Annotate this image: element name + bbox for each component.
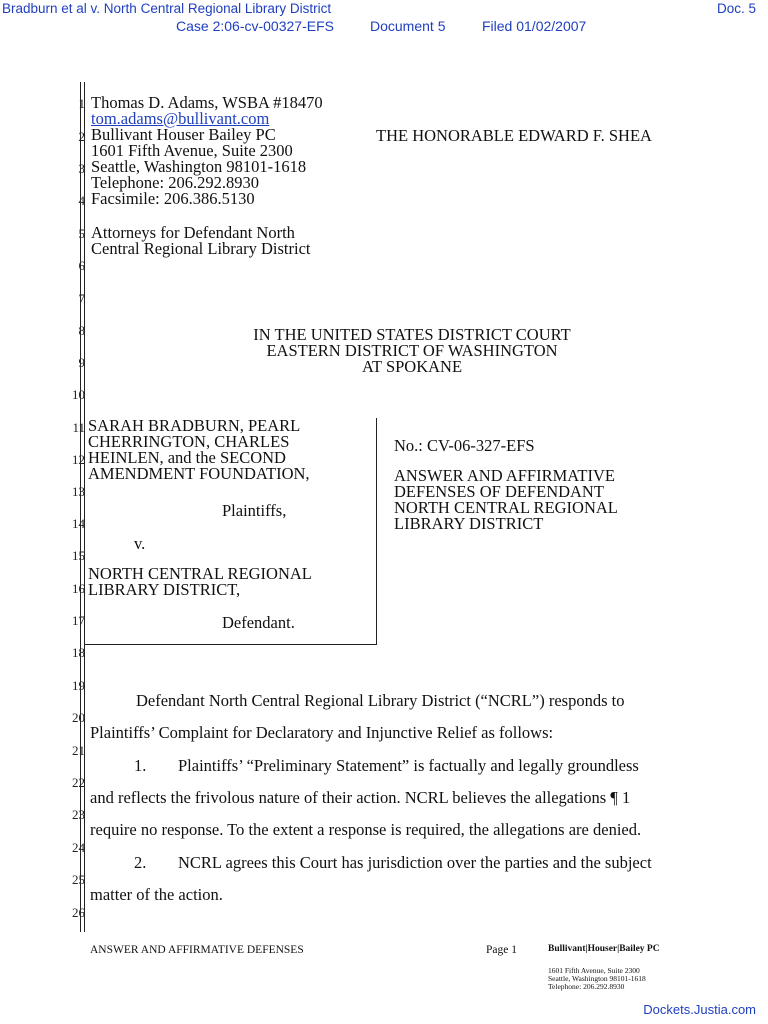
- court-line2: EASTERN DISTRICT OF WASHINGTON: [266, 341, 558, 360]
- paragraph-1-line3: require no response. To the extent a response is required, the allegations are denied.: [90, 820, 642, 839]
- paragraph-2-number: 2.: [134, 853, 147, 872]
- attorney-role-line1: Attorneys for Defendant North: [91, 223, 295, 242]
- line-number: 15: [72, 548, 85, 563]
- plaintiff-line: HEINLEN, and the SECOND: [88, 448, 286, 467]
- attorney-firm: Bullivant Houser Bailey PC: [91, 125, 276, 144]
- line-number: 7: [78, 291, 85, 306]
- caption-plaintiffs: [88, 418, 310, 482]
- plaintiffs-label: Plaintiffs,: [222, 501, 287, 520]
- line-number: 14: [72, 516, 85, 531]
- intro-line1: Defendant North Central Regional Library District (“NCRL”) responds to: [136, 691, 625, 710]
- footer-address: [548, 967, 646, 991]
- footer-firm: Bullivant|Houser|Bailey PC: [548, 944, 660, 954]
- court-line3: AT SPOKANE: [361, 357, 463, 376]
- line-number: 21: [72, 743, 85, 758]
- line-number: 11: [72, 420, 85, 435]
- line-number: 8: [78, 323, 85, 338]
- plaintiff-line: CHERRINGTON, CHARLES: [88, 432, 290, 451]
- intro-line2: Plaintiffs’ Complaint for Declaratory and Injunctive Relief as follows:: [90, 723, 554, 742]
- paragraph-2-line1: NCRL agrees this Court has jurisdiction over the parties and the subject: [178, 853, 652, 872]
- line-number: 19: [72, 678, 85, 693]
- paragraph-2-line2: matter of the action.: [90, 885, 223, 904]
- attorney-facsimile: Facsimile: 206.386.5130: [91, 189, 255, 208]
- line-number: 20: [72, 710, 85, 725]
- line-number: 23: [72, 807, 85, 822]
- line-number: 12: [72, 452, 85, 467]
- paragraph-1-line1: Plaintiffs’ “Preliminary Statement” is factually and legally groundless: [178, 756, 639, 775]
- footer-title: ANSWER AND AFFIRMATIVE DEFENSES: [90, 944, 304, 956]
- caption-divider-horizontal: [85, 644, 377, 645]
- defendant-line: LIBRARY DISTRICT,: [88, 580, 241, 599]
- court-heading: [0, 327, 768, 375]
- attorney-role-line2: Central Regional Library District: [91, 239, 311, 258]
- judge-line: THE HONORABLE EDWARD F. SHEA: [376, 126, 652, 145]
- justia-watermark-link[interactable]: Dockets.Justia.com: [643, 1002, 756, 1017]
- line-number: 9: [78, 355, 85, 370]
- line-number: 1: [78, 96, 85, 111]
- line-number: 16: [72, 581, 85, 596]
- defendant-label: Defendant.: [222, 613, 295, 632]
- stamp-case: Case 2:06-cv-00327-EFS: [176, 18, 334, 34]
- line-number: 10: [72, 387, 85, 402]
- line-number: 13: [72, 484, 85, 499]
- line-number: 2: [78, 129, 85, 144]
- line-number: 5: [78, 226, 85, 241]
- plaintiff-line: AMENDMENT FOUNDATION,: [88, 464, 310, 483]
- line-number: 3: [78, 161, 85, 176]
- attorney-role: [91, 225, 310, 257]
- document-title: [394, 468, 618, 532]
- versus: v.: [134, 534, 146, 553]
- line-number: 24: [72, 840, 85, 855]
- line-number: 4: [78, 193, 85, 208]
- attorney-block: [91, 95, 323, 207]
- line-number: 25: [72, 872, 85, 887]
- line-number: 17: [72, 613, 85, 628]
- document-title-line: DEFENSES OF DEFENDANT: [394, 482, 604, 501]
- attorney-telephone: Telephone: 206.292.8930: [91, 173, 259, 192]
- stamp-filed: Filed 01/02/2007: [482, 18, 587, 34]
- attorney-street: 1601 Fifth Avenue, Suite 2300: [91, 141, 293, 160]
- paragraph-1-line2: and reflects the frivolous nature of their action. NCRL believes the allegations ¶ 1: [90, 788, 631, 807]
- line-number: 22: [72, 775, 85, 790]
- case-number: No.: CV-06-327-EFS: [394, 436, 535, 455]
- doc-number: Doc. 5: [716, 1, 756, 16]
- paragraph-1-number: 1.: [134, 756, 147, 775]
- footer-address-line: Seattle, Washington 98101-1618: [548, 974, 646, 983]
- line-number: 18: [72, 645, 85, 660]
- court-line1: IN THE UNITED STATES DISTRICT COURT: [253, 325, 571, 344]
- plaintiff-line: SARAH BRADBURN, PEARL: [88, 416, 301, 435]
- attorney-city: Seattle, Washington 98101-1618: [91, 157, 307, 176]
- margin-rule-right: [84, 82, 85, 932]
- footer-page: Page 1: [486, 944, 517, 956]
- document-title-line: ANSWER AND AFFIRMATIVE: [394, 466, 615, 485]
- attorney-name: Thomas D. Adams, WSBA #18470: [91, 93, 323, 112]
- margin-rule-left: [80, 82, 81, 932]
- footer-telephone: Telephone: 206.292.8930: [548, 982, 625, 991]
- document-title-line: NORTH CENTRAL REGIONAL: [394, 498, 618, 517]
- caption-defendant: [88, 566, 312, 598]
- caption-divider-vertical: [376, 418, 377, 644]
- stamp-document: Document 5: [370, 18, 446, 34]
- defendant-line: NORTH CENTRAL REGIONAL: [88, 564, 312, 583]
- line-number: 6: [78, 258, 85, 273]
- line-number: 26: [72, 905, 85, 920]
- document-title-line: LIBRARY DISTRICT: [394, 514, 544, 533]
- footer-address-line: 1601 Fifth Avenue, Suite 2300: [548, 966, 640, 975]
- case-title-link[interactable]: Bradburn et al v. North Central Regional Library District: [2, 1, 332, 16]
- attorney-email-link[interactable]: tom.adams@bullivant.com: [91, 109, 270, 128]
